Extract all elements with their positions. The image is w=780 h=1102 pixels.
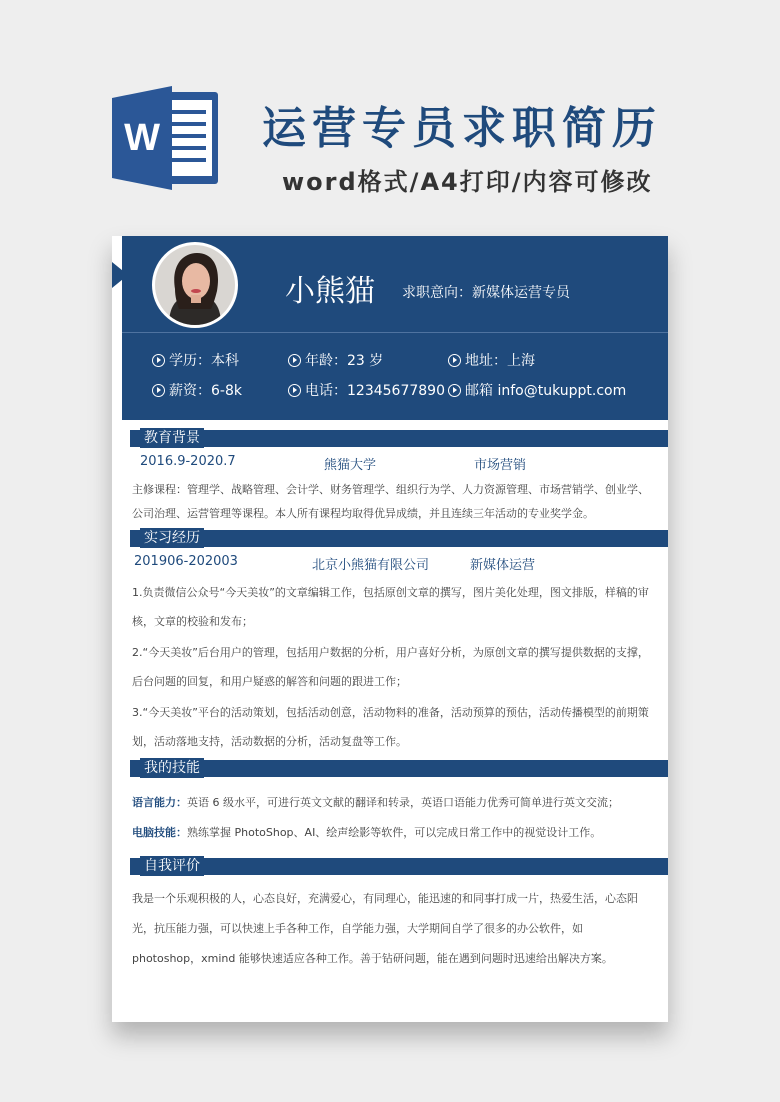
info-phone	[288, 380, 445, 400]
info-age	[288, 350, 383, 370]
avatar	[152, 242, 238, 328]
skill-computer-label: 电脑技能：	[132, 826, 187, 839]
svg-text:W: W	[124, 117, 160, 159]
play-circle-icon	[152, 384, 165, 397]
info-address-text: 地址：上海	[465, 353, 535, 369]
play-circle-icon	[288, 384, 301, 397]
skill-computer	[132, 824, 601, 840]
play-circle-icon	[448, 354, 461, 367]
word-logo-icon	[112, 84, 224, 192]
self-eval-text: 我是一个乐观积极的人，心态良好，充满爱心，有同理心，能迅速的和同事打成一片，热爱生活，心态阳光，抗压能力强，可以快速上手各种工作，自学能力强，大学期间自学了很多的办公软件，如 photoshop，xmind 能够快速适应各种工作。善于钻研问题，能在遇到问题时迅速给出解决方案。	[132, 892, 638, 965]
education-school: 熊猫大学	[324, 458, 377, 473]
candidate-name: 小熊猫	[285, 274, 375, 309]
info-salary-text: 薪资：6-8k	[169, 383, 242, 399]
education-period: 2016.9-2020.7	[140, 454, 236, 469]
skill-language	[132, 794, 619, 810]
info-email-text: 邮箱 info@tukuppt.com	[465, 383, 627, 399]
info-age-text: 年龄：23 岁	[305, 353, 384, 369]
internship-item-3: 3.“今天美妆”平台的活动策划，包括活动创意，活动物料的准备，活动预算的预估，活动传播模型的前期策划，活动落地支持，活动数据的分析，活动复盘等工作。	[132, 706, 649, 748]
skill-language-label: 语言能力：	[132, 796, 187, 809]
info-address	[448, 350, 535, 370]
play-circle-icon	[288, 354, 301, 367]
profile-header	[122, 236, 668, 420]
skill-language-text: 英语 6 级水平，可进行英文文献的翻译和转录，英语口语能力优秀可简单进行英文交流；	[187, 796, 619, 809]
info-phone-text: 电话：12345677890	[305, 383, 445, 399]
job-intent: 求职意向：新媒体运营专员	[402, 285, 570, 301]
section-self-eval-bar	[130, 858, 668, 875]
info-email	[448, 380, 626, 400]
education-description: 主修课程：管理学、战略管理、会计学、财务管理学、组织行为学、人力资源管理、市场营销学、创业学、公司治理、运营管理等课程。本人所有课程均取得优异成绩，并且连续三年活动的专业奖学金。	[132, 483, 649, 520]
internship-item-2: 2.“今天美妆”后台用户的管理，包括用户数据的分析，用户喜好分析，为原创文章的撰写提供数据的支撑，后台问题的回复，和用户疑惑的解答和问题的跟进工作；	[132, 646, 649, 688]
section-education-title: 教育背景	[140, 428, 204, 448]
section-self-eval-title: 自我评价	[140, 856, 204, 876]
info-education-text: 学历：本科	[169, 353, 239, 369]
internship-period: 201906-202003	[134, 554, 238, 569]
internship-item-1: 1.负责微信公众号“今天美妆”的文章编辑工作，包括原创文章的撰写，图片美化处理，图文排版，样稿的审核，文章的校验和发布；	[132, 586, 649, 628]
banner-subtitle: word格式/A4打印/内容可修改	[282, 168, 653, 196]
banner-title: 运营专员求职简历	[262, 103, 662, 154]
info-salary	[152, 380, 242, 400]
info-education	[152, 350, 239, 370]
section-internship-bar	[130, 530, 668, 547]
section-skills-bar	[130, 760, 668, 777]
skill-computer-text: 熟练掌握 PhotoShop、AI、绘声绘影等软件，可以完成日常工作中的视觉设计工作。	[187, 826, 602, 839]
section-education-bar	[130, 430, 668, 447]
education-major: 市场营销	[474, 458, 527, 473]
play-circle-icon	[152, 354, 165, 367]
header-notch	[112, 262, 128, 288]
internship-company: 北京小熊猫有限公司	[312, 558, 430, 573]
internship-position: 新媒体运营	[470, 558, 536, 573]
resume-page	[112, 236, 668, 1022]
section-skills-title: 我的技能	[140, 758, 204, 778]
header-divider	[122, 332, 668, 333]
section-internship-title: 实习经历	[140, 528, 204, 548]
play-circle-icon	[448, 384, 461, 397]
